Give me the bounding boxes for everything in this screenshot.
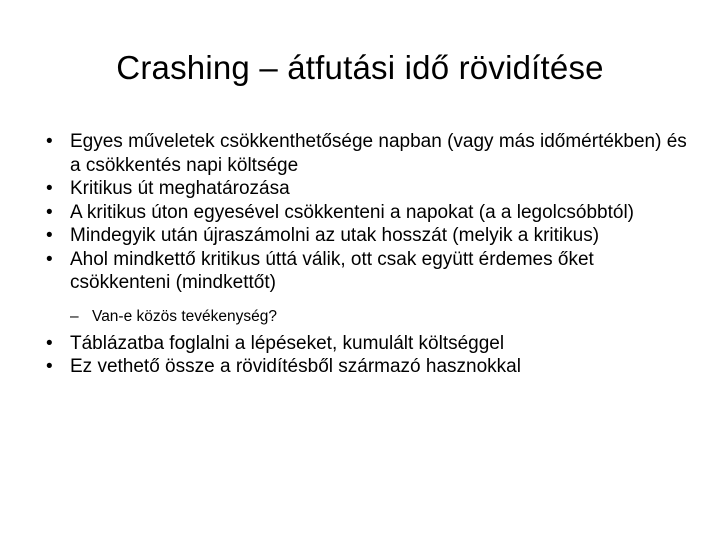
bullet-item — [46, 248, 696, 295]
sub-bullet-item — [46, 307, 696, 327]
bullet-text: Táblázatba foglalni a lépéseket, kumulált költséggel — [70, 332, 505, 354]
bullet-text: A kritikus úton egyesével csökkenteni a napokat (a a legolcsóbbtól) — [70, 201, 634, 223]
slide-title: Crashing – átfutási idő rövidítése — [116, 49, 604, 86]
bullet-text: Kritikus út meghatározása — [70, 178, 290, 199]
dash-icon: – — [70, 307, 79, 325]
bullet-icon: • — [46, 356, 53, 377]
bullet-icon: • — [46, 201, 53, 223]
bullet-text: Ez vethető össze a rövidítésből származó hasznokkal — [70, 356, 521, 377]
bullet-item — [46, 332, 696, 356]
bullet-item — [46, 177, 696, 201]
bullet-item — [46, 224, 696, 248]
bullet-icon: • — [46, 131, 53, 152]
bullet-list — [46, 130, 696, 379]
bullet-text: Mindegyik után újraszámolni az utak hosszát (melyik a kritikus) — [70, 225, 600, 246]
bullet-text: Ahol mindkettő kritikus úttá válik, ott csak együtt érdemes őket csökkenteni (mindkettőt) — [70, 248, 594, 293]
bullet-icon: • — [46, 248, 53, 270]
sub-bullet-text: Van-e közös tevékenység? — [92, 307, 277, 325]
bullet-text: Egyes műveletek csökkenthetősége napban (vagy más időmértékben) és a csökkentés napi költsége — [70, 131, 687, 176]
bullet-item — [46, 130, 696, 177]
bullet-icon: • — [46, 178, 53, 199]
bullet-icon: • — [46, 332, 53, 354]
bullet-item — [46, 201, 696, 225]
bullet-item — [46, 355, 696, 379]
bullet-icon: • — [46, 225, 53, 246]
